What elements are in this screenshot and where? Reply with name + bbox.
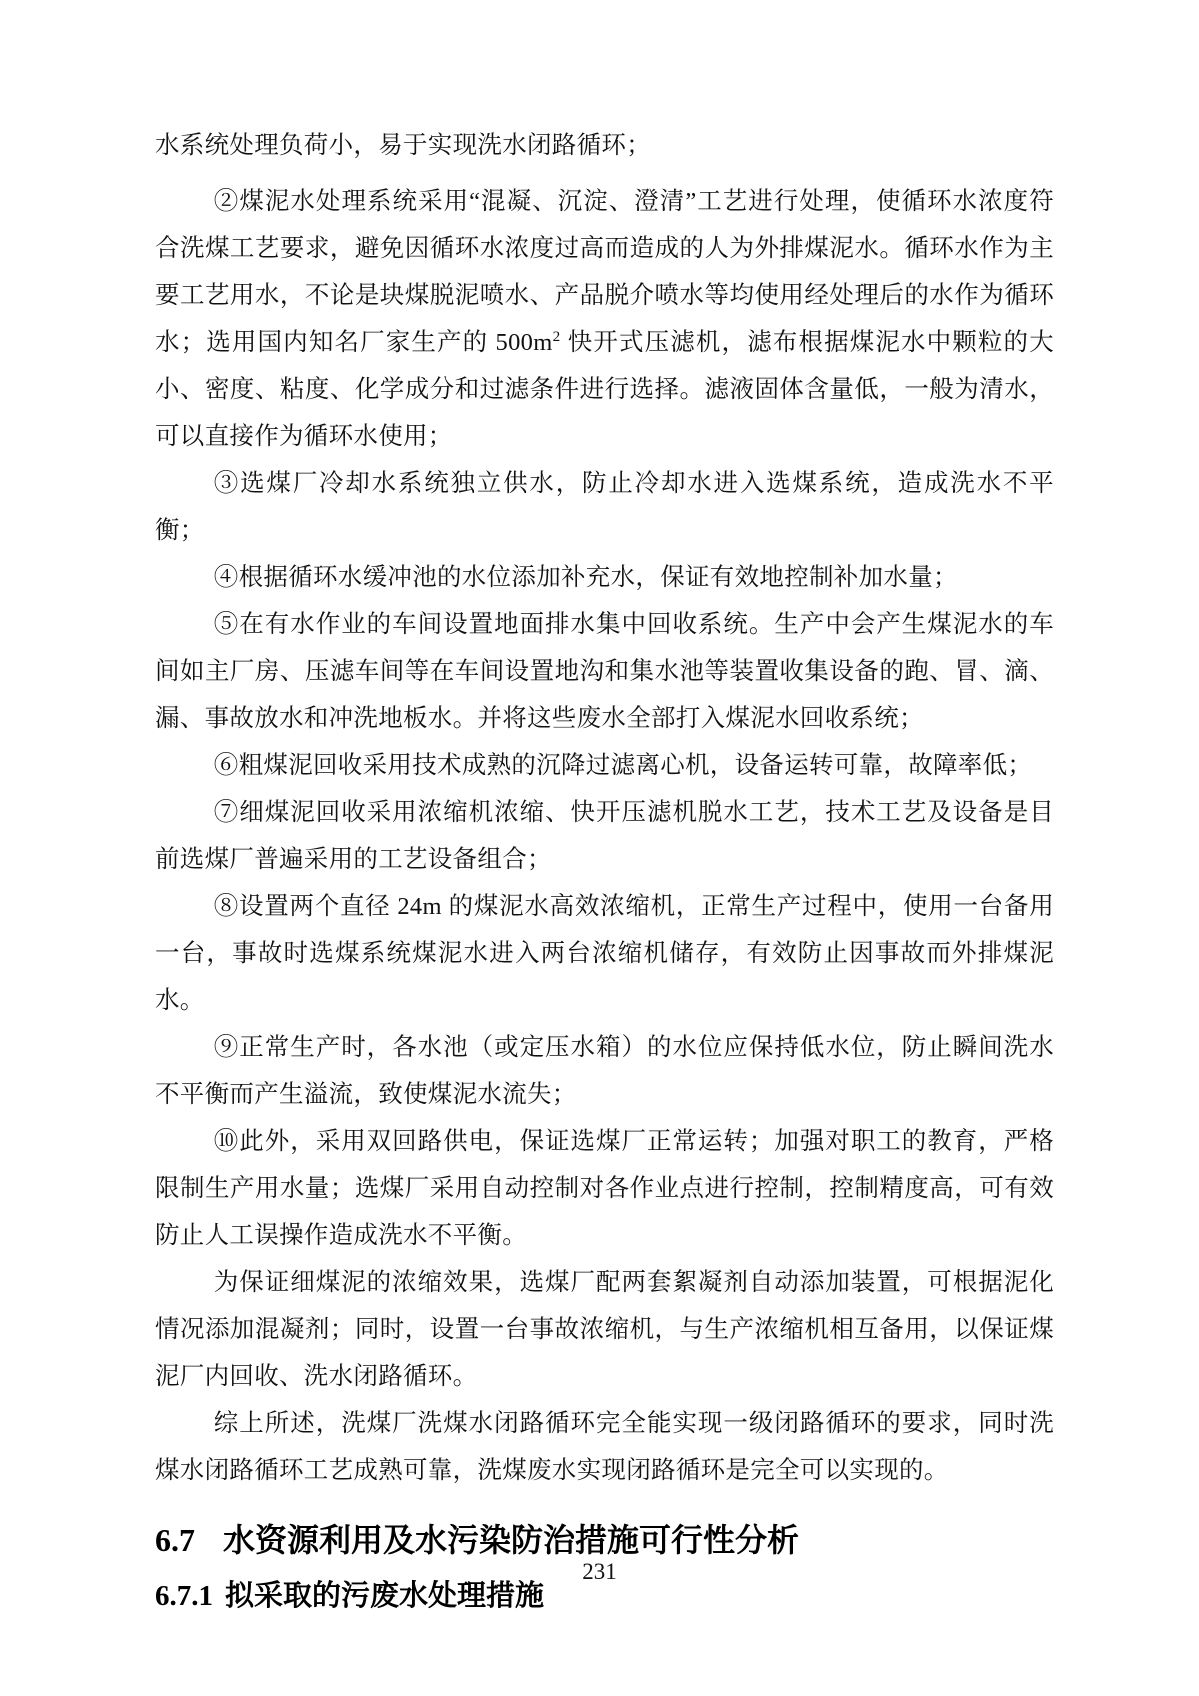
paragraph-item-3: ③选煤厂冷却水系统独立供水，防止冷却水进入选煤系统，造成洗水不平衡； xyxy=(155,470,1054,544)
paragraph-item-6: ⑥粗煤泥回收采用技术成熟的沉降过滤离心机，设备运转可靠，故障率低； xyxy=(213,752,1033,779)
paragraph-flocculant: 为保证细煤泥的浓缩效果，选煤厂配两套絮凝剂自动添加装置，可根据泥化情况添加混凝剂；同时，设置一台事故浓缩机，与生产浓缩机相互备用，以保证煤泥厂内回收、洗水闭路循环。 xyxy=(155,1269,1054,1390)
item-2-text-before-superscript: ②煤泥水处理系统采用“混凝、沉淀、澄清”工艺进行处理，使循环水浓度符合洗煤工艺要求，避免因循环水浓度过高而造成的人为外排煤泥水。循环水作为主要工艺用水，不论是块煤脱泥喷水、产品脱介喷水等均使用经处理后的水作为循环水；选用国内知名厂家生产的 500m xyxy=(155,188,1054,356)
paragraph-continuation: 水系统处理负荷小，易于实现洗水闭路循环； xyxy=(155,132,651,159)
paragraph-conclusion: 综上所述，洗煤厂洗煤水闭路循环完全能实现一级闭路循环的要求，同时洗煤水闭路循环工艺成熟可靠，洗煤废水实现闭路循环是完全可以实现的。 xyxy=(155,1410,1054,1484)
section-heading-6-7 xyxy=(155,1518,1054,1562)
section-title: 水资源利用及水污染防治措施可行性分析 xyxy=(223,1522,800,1558)
section-number: 6.7 xyxy=(155,1522,195,1558)
paragraph-item-5: ⑤在有水作业的车间设置地面排水集中回收系统。生产中会产生煤泥水的车间如主厂房、压滤车间等在车间设置地沟和集水池等装置收集设备的跑、冒、滴、漏、事故放水和冲洗地板水。并将这些废水全部打入煤泥水回收系统； xyxy=(155,611,1054,732)
paragraph-item-8: ⑧设置两个直径 24m 的煤泥水高效浓缩机，正常生产过程中，使用一台备用一台，事故时选煤系统煤泥水进入两台浓缩机储存，有效防止因事故而外排煤泥水。 xyxy=(155,893,1054,1014)
paragraph-item-7: ⑦细煤泥回收采用浓缩机浓缩、快开压滤机脱水工艺，技术工艺及设备是目前选煤厂普遍采用的工艺设备组合； xyxy=(155,799,1054,873)
paragraph-item-10: ⑩此外，采用双回路供电，保证选煤厂正常运转；加强对职工的教育，严格限制生产用水量；选煤厂采用自动控制对各作业点进行控制，控制精度高，可有效防止人工误操作造成洗水不平衡。 xyxy=(155,1128,1054,1249)
page-number: 231 xyxy=(582,1559,617,1584)
text-block xyxy=(155,122,1054,1616)
subsection-title: 拟采取的污废水处理措施 xyxy=(225,1580,545,1612)
paragraph-item-2 xyxy=(155,178,1054,460)
item-2-text-after-superscript: 快开式压滤机，滤布根据煤泥水中颗粒的大小、密度、粘度、化学成分和过滤条件进行选择。滤液固体含量低，一般为清水，可以直接作为循环水使用； xyxy=(155,329,1054,450)
paragraph-item-4: ④根据循环水缓冲池的水位添加补充水，保证有效地控制补加水量； xyxy=(213,564,958,591)
subsection-number: 6.7.1 xyxy=(155,1580,213,1612)
paragraph-item-9: ⑨正常生产时，各水池（或定压水箱）的水位应保持低水位，防止瞬间洗水不平衡而产生溢流，致使煤泥水流失； xyxy=(155,1034,1054,1108)
superscript-squared: 2 xyxy=(552,327,561,345)
